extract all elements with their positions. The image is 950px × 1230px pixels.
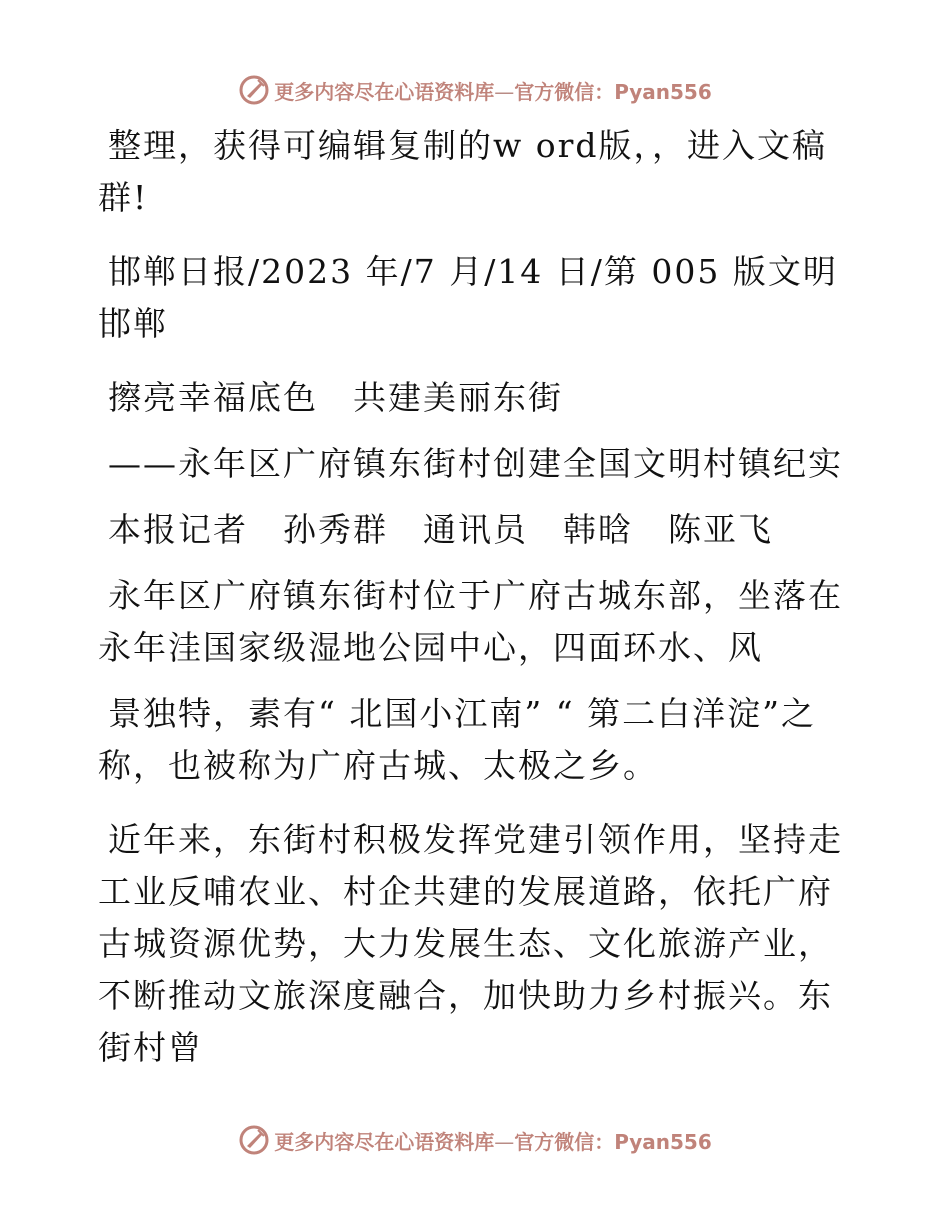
banner-dash: — xyxy=(494,79,515,104)
body-paragraph-1a: 永年区广府镇东街村位于广府古城东部，坐落在永年洼国家级湿地公园中心，四面环水、风 xyxy=(98,576,843,667)
quill-seal-icon xyxy=(238,1124,270,1156)
banner-wechat-id: Pyan556 xyxy=(614,1129,712,1154)
banner-brand: 更多内容尽在心语资料库 xyxy=(274,1129,495,1154)
banner-text xyxy=(274,76,712,105)
banner-dash: — xyxy=(494,1129,515,1154)
body-paragraph-1b: 景独特，素有“ 北国小江南” “ 第二白洋淀”之称，也被称为广府古城、太极之乡。 xyxy=(98,694,816,785)
quill-seal-icon xyxy=(238,74,270,106)
banner-brand: 更多内容尽在心语资料库 xyxy=(274,79,495,104)
source-line: 邯郸日报/2023 年/7 月/14 日/第 005 版文明邯郸 xyxy=(98,252,838,343)
header-watermark-banner xyxy=(0,70,950,110)
article-byline: 本报记者 孙秀群 通讯员 韩晗 陈亚飞 xyxy=(108,510,773,549)
footer-watermark-banner xyxy=(0,1120,950,1160)
article-title: 擦亮幸福底色 共建美丽东街 xyxy=(108,378,563,417)
banner-wechat-label: 官方微信： xyxy=(514,79,615,104)
banner-text xyxy=(274,1126,712,1155)
banner-wechat-id: Pyan556 xyxy=(614,79,712,104)
article-subtitle: ——永年区广府镇东街村创建全国文明村镇纪实 xyxy=(108,444,843,483)
banner-wechat-label: 官方微信： xyxy=(514,1129,615,1154)
body-paragraph-2: 近年来，东街村积极发挥党建引领作用，坚持走工业反哺农业、村企共建的发展道路，依托广府古城资源优势，大力发展生态、文化旅游产业，不断推动文旅深度融合，加快助力乡村振兴。东街村曾 xyxy=(98,820,843,1067)
document-body xyxy=(98,120,858,1096)
intro-paragraph: 整理，获得可编辑复制的w ord版，，进入文稿群! xyxy=(98,126,828,217)
